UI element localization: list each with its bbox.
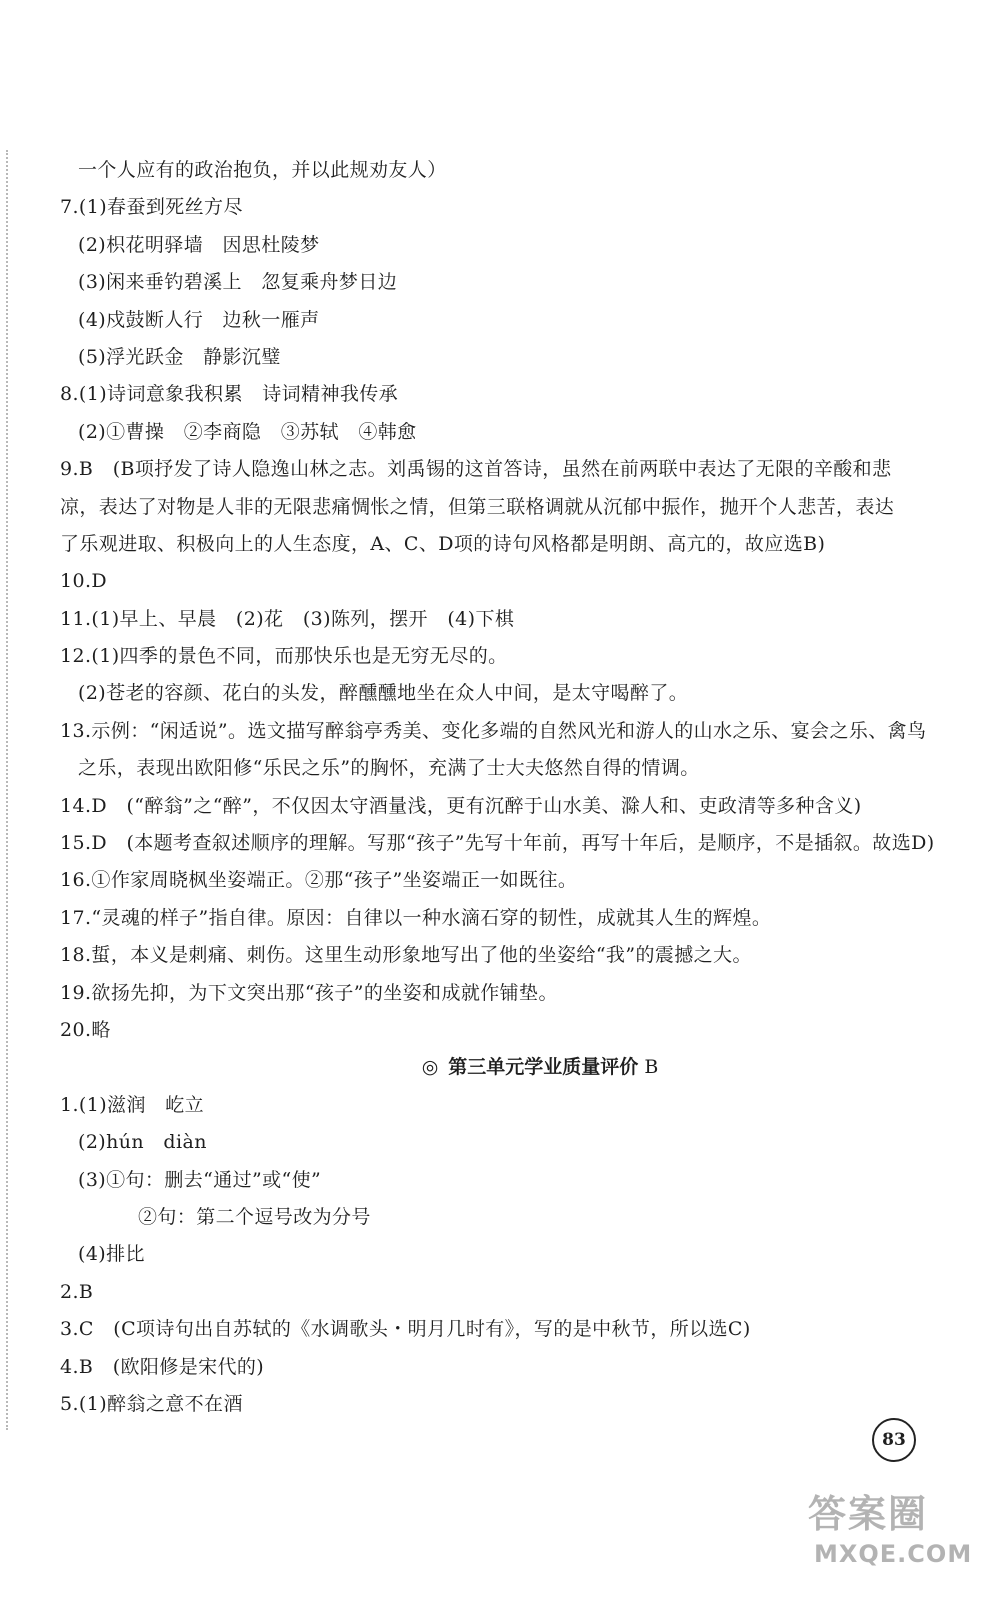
answer-line: 8.(1)诗词意象我积累 诗词精神我传承 [60,383,399,406]
watermark [808,1490,988,1590]
answer-line: 一个人应有的政治抱负，并以此规劝友人） [78,159,447,181]
answer-line: 12.(1)四季的景色不同，而那快乐也是无穷无尽的。 [60,645,508,668]
answer-line: (3)闲来垂钓碧溪上 忽复乘舟梦日边 [78,271,398,294]
answer-line: (2)枳花明驿墙 因思杜陵梦 [78,233,320,256]
answer-line: 17.“灵魂的样子”指自律。原因：自律以一种水滴石穿的韧性，成就其人生的辉煌。 [60,906,772,929]
answer-line: (4)排比 [78,1243,145,1266]
section-mark-icon: ◎ [421,1056,439,1079]
watermark-url: MXQE.COM [814,1540,973,1568]
answer-line: 10.D [60,570,108,593]
answer-line: 9.B (B项抒发了诗人隐逸山林之志。刘禹锡的这首答诗，虽然在前两联中表达了无限的辛酸和悲 [60,458,892,481]
answer-line: 13.示例：“闲适说”。选文描写醉翁亭秀美、变化多端的自然风光和游人的山水之乐、宴会之乐、禽鸟 [60,719,927,742]
section-title: 第三单元学业质量评价 [448,1056,639,1079]
answer-line: 之乐，表现出欧阳修“乐民之乐”的胸怀，充满了士大夫悠然自得的情调。 [78,757,700,780]
answer-line: 1.(1)滋润 屹立 [60,1093,205,1116]
answer-line: 14.D (“醉翁”之“醉”，不仅因太守酒量浅，更有沉醉于山水美、滁人和、吏政清等多种含义) [60,794,862,817]
answer-line: (2)①曹操 ②李商隐 ③苏轼 ④韩愈 [78,420,417,443]
answer-line: 18.蜇，本义是刺痛、刺伤。这里生动形象地写出了他的坐姿给“我”的震撼之大。 [60,944,752,967]
watermark-logo: 答案圈 [808,1492,929,1536]
section-heading [60,1049,960,1086]
answer-line: (2)hún diàn [78,1131,207,1154]
answer-line: (3)①句：删去“通过”或“使” [78,1168,322,1191]
answer-line: 7.(1)春蚕到死丝方尽 [60,196,243,219]
margin-rule [6,150,8,1430]
answer-line: 16.①作家周晓枫坐姿端正。②那“孩子”坐姿端正一如既往。 [60,869,578,892]
answer-line: (5)浮光跃金 静影沉璧 [78,345,281,368]
answer-line: 15.D (本题考查叙述顺序的理解。写那“孩子”先写十年前，再写十年后，是顺序，不是插叙。故选D) [60,832,935,855]
answer-line: 了乐观进取、积极向上的人生态度，A、C、D项的诗句风格都是明朗、高亢的，故应选B) [60,532,826,555]
answer-content [60,152,960,1423]
answer-line: 5.(1)醉翁之意不在酒 [60,1392,243,1415]
answer-line: 4.B (欧阳修是宋代的) [60,1355,265,1378]
answer-line: 2.B [60,1280,94,1303]
answer-line: (2)苍老的容颜、花白的头发，醉醺醺地坐在众人中间，是太守喝醉了。 [78,682,689,705]
answer-line: 20.略 [60,1018,111,1041]
section-grade: B [644,1056,659,1079]
answer-line: ②句：第二个逗号改为分号 [138,1205,371,1228]
page-number: 83 [872,1418,916,1462]
answer-line: 凉，表达了对物是人非的无限悲痛惆怅之情，但第三联格调就从沉郁中振作，抛开个人悲苦，表达 [60,495,895,518]
answer-line: 3.C (C项诗句出自苏轼的《水调歌头・明月几时有》，写的是中秋节，所以选C) [60,1318,751,1341]
answer-line: (4)戍鼓断人行 边秋一雁声 [78,308,320,331]
answer-line: 19.欲扬先抑，为下文突出那“孩子”的坐姿和成就作铺垫。 [60,981,558,1004]
answer-line: 11.(1)早上、早晨 (2)花 (3)陈列，摆开 (4)下棋 [60,607,515,630]
